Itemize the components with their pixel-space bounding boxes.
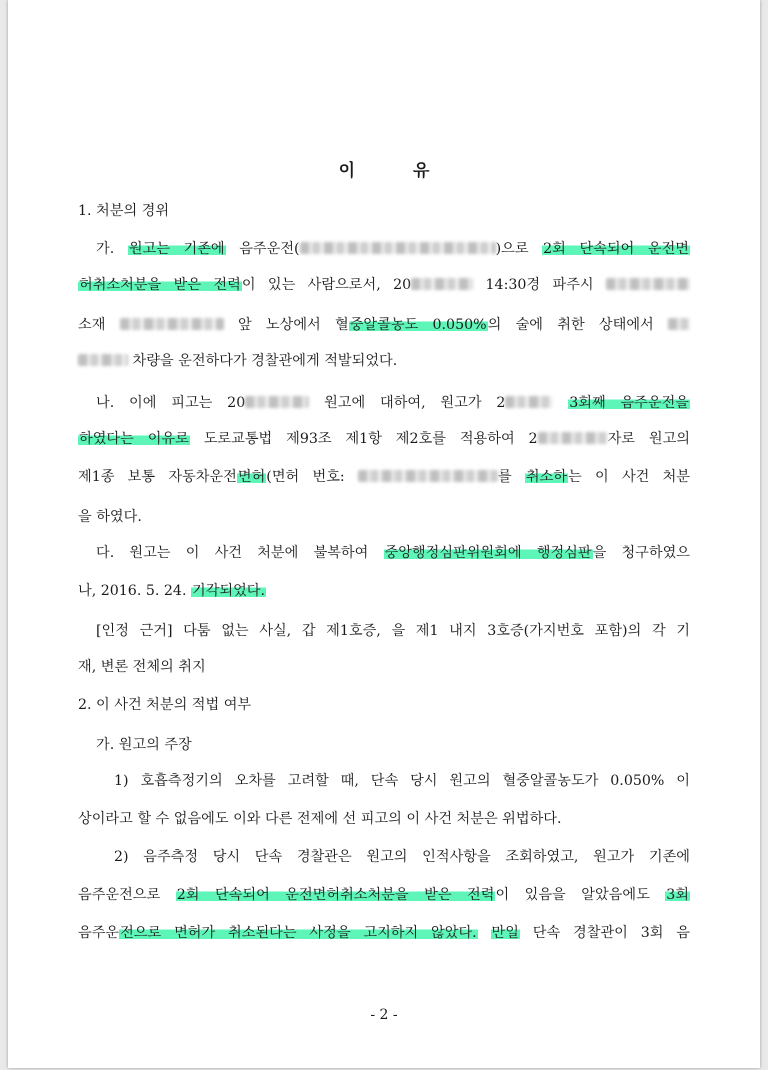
redacted-text	[358, 470, 498, 482]
highlight: 하였다는 이유로	[79, 431, 189, 447]
highlight: 원고는 기존에	[128, 241, 225, 257]
redacted-text	[78, 354, 128, 366]
paragraph-da-line-1: 다. 원고는 이 사건 처분에 불복하여 중앙행정심판위원회에 행정심판을 청구하였으	[96, 545, 690, 561]
redacted-text	[668, 318, 690, 330]
paragraph-ga-line-4: 차량을 운전하다가 경찰관에게 적발되었다.	[78, 350, 397, 372]
highlight: 2회 단속되어 운전면	[543, 241, 689, 257]
redacted-text	[538, 432, 608, 444]
highlight: 기각되었다.	[191, 583, 266, 599]
page-title: 이 유	[338, 161, 430, 181]
claim-2-line-3: 음주운전으로 면허가 취소된다는 사정을 고지하지 않았다. 만일 단속 경찰관이 3회 음	[78, 925, 690, 941]
paragraph-na-line-2: 하였다는 이유로 도로교통법 제93조 제1항 제2호를 적용하여 2 자로 원고의	[79, 431, 690, 447]
highlight: 전으로 면허가 취소된다는 사정을 고지하지 않았다.	[120, 925, 477, 941]
highlight: 중앙행정심판위원회에 행정심판	[384, 545, 592, 561]
paragraph-ga-line-3: 소재 앞 노상에서 혈중알콜농도 0.050%의 술에 취한 상태에서	[78, 314, 690, 336]
claim-2-line-1: 2) 음주측정 당시 단속 경찰관은 원고의 인적사항을 조회하였고, 원고가 기존에	[114, 849, 690, 865]
highlight: 3회째 음주운전을	[569, 395, 689, 411]
highlight: 허취소처분을 받은 전력	[79, 277, 241, 293]
redacted-text	[245, 396, 309, 408]
claim-1-line-2: 상이라고 할 수 없음에도 이와 다른 전제에 선 피고의 이 사건 처분은 위법하다.	[78, 811, 562, 827]
redacted-text	[606, 278, 690, 290]
document-page	[8, 0, 760, 1068]
section-2-heading: 2. 이 사건 처분의 적법 여부	[78, 697, 252, 713]
paragraph-na-line-1: 나. 이에 피고는 20 원고에 대하여, 원고가 2 3회째 음주운전을	[96, 395, 689, 411]
highlight: 면허	[237, 469, 266, 485]
claim-1-line-1: 1) 호흡측정기의 오차를 고려할 때, 단속 당시 원고의 혈중알콜농도가 0.050% 이	[114, 773, 690, 789]
redacted-text	[505, 396, 553, 408]
highlight: 만일	[491, 925, 519, 941]
page-number: - 2 -	[370, 1007, 398, 1023]
paragraph-ga-line-2: 허취소처분을 받은 전력이 있는 사람으로서, 20 14:30경 파주시	[78, 274, 690, 296]
highlight: 2회 단속되어 운전면허취소처분을 받은 전력	[176, 887, 495, 903]
paragraph-na-line-4: 을 하였다.	[78, 509, 142, 525]
paragraph-na-line-3: 제1종 보통 자동차운전면허(면허 번호: 를 취소하는 이 사건 처분	[78, 469, 691, 485]
redacted-text	[411, 278, 473, 290]
highlight: 중알콜농도 0.050%	[349, 317, 487, 333]
claim-2-line-2: 음주운전으로 2회 단속되어 운전면허취소처분을 받은 전력이 있음을 알았음에도 3회	[78, 887, 689, 903]
highlight: 3회	[666, 887, 689, 903]
paragraph-da-line-2: 나, 2016. 5. 24. 기각되었다.	[78, 583, 266, 599]
redacted-text	[120, 318, 224, 330]
highlight: 취소하	[525, 469, 568, 485]
basis-line-2: 재, 변론 전체의 취지	[78, 659, 206, 675]
redacted-text	[300, 242, 496, 254]
section-2-subheading: 가. 원고의 주장	[96, 737, 192, 753]
basis-line-1: [인정 근거] 다툼 없는 사실, 갑 제1호증, 을 제1 내지 3호증(가지번호 포함)의 각 기	[96, 623, 690, 639]
paragraph-ga-line-1: 가. 원고는 기존에 음주운전( )으로 2회 단속되어 운전면	[96, 241, 689, 257]
section-1-heading: 1. 처분의 경위	[78, 203, 170, 219]
